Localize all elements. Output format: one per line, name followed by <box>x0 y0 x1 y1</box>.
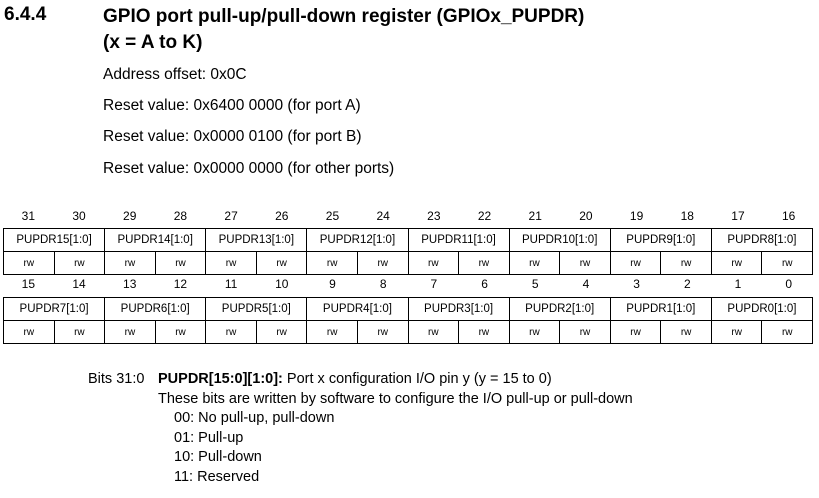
bit-number: 3 <box>633 277 640 291</box>
field-cell: PUPDR5[1:0] <box>206 298 307 321</box>
access-cell: rw <box>256 252 307 275</box>
field-cell: PUPDR1[1:0] <box>610 298 711 321</box>
register-table-upper <box>3 228 813 275</box>
access-cell: rw <box>459 252 510 275</box>
access-cell: rw <box>711 252 762 275</box>
bit-number: 22 <box>477 209 492 223</box>
bit-number: 25 <box>325 209 340 223</box>
bit-number: 30 <box>72 209 86 223</box>
field-cell: PUPDR6[1:0] <box>105 298 206 321</box>
access-cell: rw <box>4 252 55 275</box>
access-cell: rw <box>155 252 206 275</box>
bit-number: 10 <box>275 277 289 291</box>
field-cell: PUPDR0[1:0] <box>711 298 812 321</box>
field-cell: PUPDR11[1:0] <box>408 229 509 252</box>
bit-number: 17 <box>731 209 745 223</box>
access-cell: rw <box>54 321 105 344</box>
field-cell: PUPDR2[1:0] <box>509 298 610 321</box>
field-summary: Port x configuration I/O pin y (y = 15 to 0) <box>282 371 552 387</box>
access-cell: rw <box>762 252 813 275</box>
access-cell: rw <box>155 321 206 344</box>
reset-value-port-a: Reset value: 0x6400 0000 (for port A) <box>103 97 361 114</box>
access-cell: rw <box>560 252 611 275</box>
access-cell: rw <box>357 321 408 344</box>
bit-number: 7 <box>430 277 438 291</box>
section-title-line2: (x = A to K) <box>103 32 203 53</box>
bit-number: 26 <box>275 209 289 223</box>
access-cell: rw <box>105 252 156 275</box>
bit-number: 28 <box>173 209 188 223</box>
access-cell: rw <box>54 252 105 275</box>
field-cell: PUPDR7[1:0] <box>4 298 105 321</box>
bit-number: 14 <box>72 277 86 291</box>
access-cell: rw <box>661 321 712 344</box>
bit-number: 31 <box>21 209 36 223</box>
bit-number: 20 <box>579 209 593 223</box>
address-offset: Address offset: 0x0C <box>103 66 247 83</box>
access-cell: rw <box>206 321 257 344</box>
bit-number: 9 <box>329 277 336 291</box>
field-name: PUPDR[15:0][1:0]: <box>158 371 283 387</box>
bit-number: 2 <box>683 277 691 291</box>
bit-number: 15 <box>21 277 36 291</box>
bit-number: 1 <box>734 277 742 291</box>
access-cell: rw <box>509 252 560 275</box>
field-cell: PUPDR4[1:0] <box>307 298 408 321</box>
bit-number: 18 <box>680 209 694 223</box>
bit-number: 4 <box>582 277 590 291</box>
field-cell: PUPDR9[1:0] <box>610 229 711 252</box>
access-cell: rw <box>711 321 762 344</box>
access-cell: rw <box>105 321 156 344</box>
field-cell: PUPDR12[1:0] <box>307 229 408 252</box>
bit-number: 27 <box>224 209 238 223</box>
bit-number: 8 <box>379 277 387 291</box>
bit-number: 29 <box>123 209 137 223</box>
access-cell: rw <box>610 252 661 275</box>
bit-number: 23 <box>427 209 441 223</box>
field-cell: PUPDR3[1:0] <box>408 298 509 321</box>
reset-value-port-b: Reset value: 0x0000 0100 (for port B) <box>103 128 362 145</box>
access-cell: rw <box>408 252 459 275</box>
bit-number: 5 <box>531 277 539 291</box>
bit-number: 21 <box>528 209 542 223</box>
value-option: 00: No pull-up, pull-down <box>174 410 335 426</box>
bits-label: Bits 31:0 <box>88 371 145 387</box>
access-row <box>4 252 813 275</box>
section-title <box>103 4 584 56</box>
bit-number: 24 <box>376 209 390 223</box>
bit-number: 6 <box>481 277 488 291</box>
bit-numbers-lower <box>3 277 814 293</box>
access-cell: rw <box>610 321 661 344</box>
value-option: 01: Pull-up <box>174 429 244 446</box>
register-table-lower <box>3 297 813 344</box>
access-cell: rw <box>762 321 813 344</box>
access-cell: rw <box>256 321 307 344</box>
access-cell: rw <box>408 321 459 344</box>
access-cell: rw <box>661 252 712 275</box>
bit-number: 19 <box>629 209 644 223</box>
bit-description-header <box>88 370 633 390</box>
bit-number: 12 <box>173 277 188 291</box>
bit-number: 11 <box>224 277 238 291</box>
field-row <box>4 229 813 252</box>
bit-number: 0 <box>785 277 792 291</box>
access-cell: rw <box>560 321 611 344</box>
access-row <box>4 321 813 344</box>
access-cell: rw <box>307 321 358 344</box>
access-cell: rw <box>357 252 408 275</box>
reset-value-other-ports: Reset value: 0x0000 0000 (for other ports) <box>103 160 395 177</box>
field-cell: PUPDR8[1:0] <box>711 229 812 252</box>
bit-number: 16 <box>781 209 796 223</box>
access-cell: rw <box>509 321 560 344</box>
bit-number: 13 <box>123 277 137 291</box>
bit-description <box>88 370 633 487</box>
access-cell: rw <box>206 252 257 275</box>
field-cell: PUPDR15[1:0] <box>4 229 105 252</box>
field-cell: PUPDR14[1:0] <box>105 229 206 252</box>
field-row <box>4 298 813 321</box>
field-cell: PUPDR13[1:0] <box>206 229 307 252</box>
access-cell: rw <box>307 252 358 275</box>
section-title-line1: GPIO port pull-up/pull-down register (GPIOx_PUPDR) <box>103 6 585 27</box>
access-cell: rw <box>4 321 55 344</box>
field-detail: These bits are written by software to configure the I/O pull-up or pull-down <box>158 390 633 407</box>
section-number: 6.4.4 <box>4 4 47 25</box>
bit-numbers-upper <box>3 209 814 225</box>
access-cell: rw <box>459 321 510 344</box>
field-cell: PUPDR10[1:0] <box>509 229 610 252</box>
value-option: 11: Reserved <box>174 468 260 485</box>
value-option: 10: Pull-down <box>174 449 262 465</box>
